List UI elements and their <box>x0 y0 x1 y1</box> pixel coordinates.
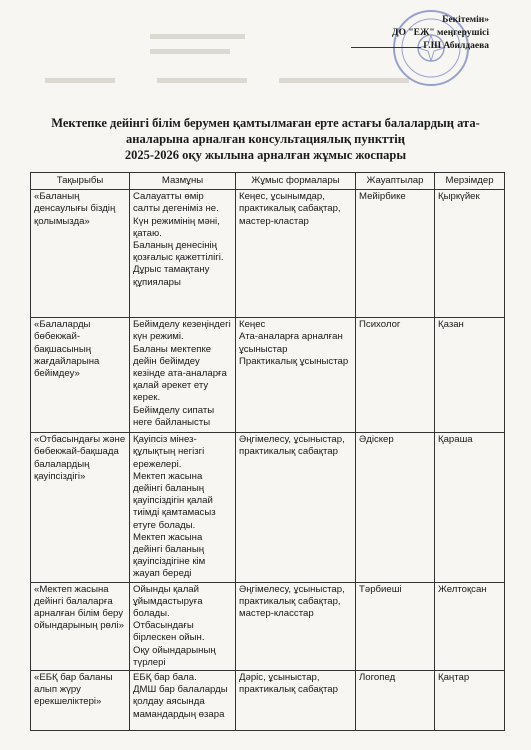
table-row <box>31 190 505 318</box>
cell-topic <box>31 433 130 582</box>
cell-responsible: Әдіскер <box>356 433 435 582</box>
approval-position: ДО "ЕЖ" меңгерушісі <box>392 28 489 38</box>
cell-forms <box>236 190 356 318</box>
cell-forms-line: Дәріс, ұсыныстар, практикалық сабақтар <box>239 672 338 696</box>
cell-term: Желтоқсан <box>435 582 505 670</box>
cell-forms-line: Ата-аналарға арналған ұсыныстар <box>239 331 343 355</box>
cell-topic-line: «Отбасындағы және бөбекжай-бақшада балалардың қауіпсіздігі» <box>34 434 126 482</box>
cell-content <box>130 318 236 433</box>
header-term: Мерзімдер <box>435 173 505 190</box>
table-row <box>31 671 505 731</box>
document-title <box>40 115 491 163</box>
show-through-text <box>150 28 270 58</box>
cell-responsible: Логопед <box>356 671 435 731</box>
cell-responsible: Психолог <box>356 318 435 433</box>
cell-forms <box>236 318 356 433</box>
table-body <box>31 190 505 731</box>
cell-content-line: Отбасындағы бірлескен ойын. <box>133 620 205 644</box>
work-plan-table <box>30 172 505 731</box>
cell-content <box>130 671 236 731</box>
cell-content-line: Мектеп жасына дейінгі баланың қауіпсіздігіне кім жауап береді <box>133 531 206 580</box>
cell-topic <box>31 190 130 318</box>
cell-content-line: Салауатты өмір салты дегеніміз не. <box>133 191 219 215</box>
cell-term: Қараша <box>435 433 505 582</box>
approval-signature-line <box>351 40 489 53</box>
approval-name: Г.Ш Абилдаева <box>423 41 489 51</box>
cell-content-line: Оқу ойындарының түрлері <box>133 644 216 668</box>
cell-topic <box>31 318 130 433</box>
cell-responsible: Тәрбиеші <box>356 582 435 670</box>
cell-responsible: Мейірбике <box>356 190 435 318</box>
cell-content <box>130 190 236 318</box>
cell-forms-line: Әңгімелесу, ұсыныстар, практикалық сабақтар <box>239 434 345 458</box>
cell-topic-line: «Мектеп жасына дейінгі балаларға арналған білім беру ойындарының рөлі» <box>34 583 124 632</box>
table-row <box>31 582 505 670</box>
cell-content <box>130 433 236 582</box>
cell-content-line: Дұрыс тамақтану құпиялары <box>133 264 210 288</box>
cell-term: Қыркүйек <box>435 190 505 318</box>
title-line-1: Мектепке дейінгі білім берумен қамтылмаған ерте астағы балалардың ата- <box>51 116 480 130</box>
cell-topic <box>31 671 130 731</box>
cell-forms-line: Әңгімелесу, ұсыныстар, практикалық сабақтар, мастер-класстар <box>239 583 345 620</box>
header-topic: Тақырыбы <box>31 173 130 190</box>
title-line-3: 2025-2026 оқу жылына арналған жұмыс жоспары <box>124 148 407 162</box>
header-forms: Жұмыс формалары <box>236 173 356 190</box>
table-header-row <box>31 173 505 190</box>
header-responsible: Жауаптылар <box>356 173 435 190</box>
cell-forms <box>236 582 356 670</box>
cell-content-line: Мектеп жасына дейінгі баланың қауіпсіздігін қалай тиімді қамтамасыз етуге болады. <box>133 470 216 531</box>
cell-forms-line: Кеңес <box>239 319 266 331</box>
title-line-2: аналарына арналған консультациялық пункттің <box>126 132 405 146</box>
cell-term: Қазан <box>435 318 505 433</box>
cell-content-line: ДМШ бар балаларды қолдау аясында мамандардың өзара <box>133 684 228 720</box>
approval-block <box>351 14 489 53</box>
cell-topic-line: «Балаларды бөбекжай-бақшасының жағдайларына бейімдеу» <box>34 319 100 380</box>
cell-forms-line: Практикалық ұсыныстар <box>239 355 349 367</box>
cell-content-line: Баланы мектепке дейін бейімдеу кезінде ата-аналарға қалай әрекет ету керек. <box>133 343 227 404</box>
cell-topic <box>31 582 130 670</box>
table-row <box>31 318 505 433</box>
approval-heading: Бекітемін» <box>442 15 489 25</box>
header-content: Мазмұны <box>130 173 236 190</box>
table-row <box>31 433 505 582</box>
cell-content-line: ЕБҚ бар бала. <box>133 672 197 684</box>
cell-forms <box>236 671 356 731</box>
cell-topic-line: «Баланың денсаулығы біздің қолымызда» <box>34 191 116 227</box>
cell-topic-line: «ЕБҚ бар баланы алып жүру ерекшеліктері» <box>34 672 113 708</box>
cell-term: Қаңтар <box>435 671 505 731</box>
cell-content-line: Күн режимінің мәні, қатаю. <box>133 215 220 239</box>
cell-content-line: Бейімделу кезеңіндегі күн режимі. <box>133 319 231 343</box>
cell-content-line: Баланың денесінің қозғалыс қажеттілігі. <box>133 240 224 264</box>
cell-forms-line: Кеңес, ұсынымдар, практикалық сабақтар, мастер-кластар <box>239 191 341 227</box>
cell-content-line: Бейімделу сипаты неге байланысты <box>133 404 215 428</box>
cell-forms <box>236 433 356 582</box>
cell-content-line: Қауіпсіз мінез-құлықтың негізгі ережелері. <box>133 434 205 470</box>
cell-content <box>130 582 236 670</box>
cell-content-line: Ойынды қалай ұйымдастыруға болады. <box>133 583 203 620</box>
signature-line <box>351 47 421 48</box>
